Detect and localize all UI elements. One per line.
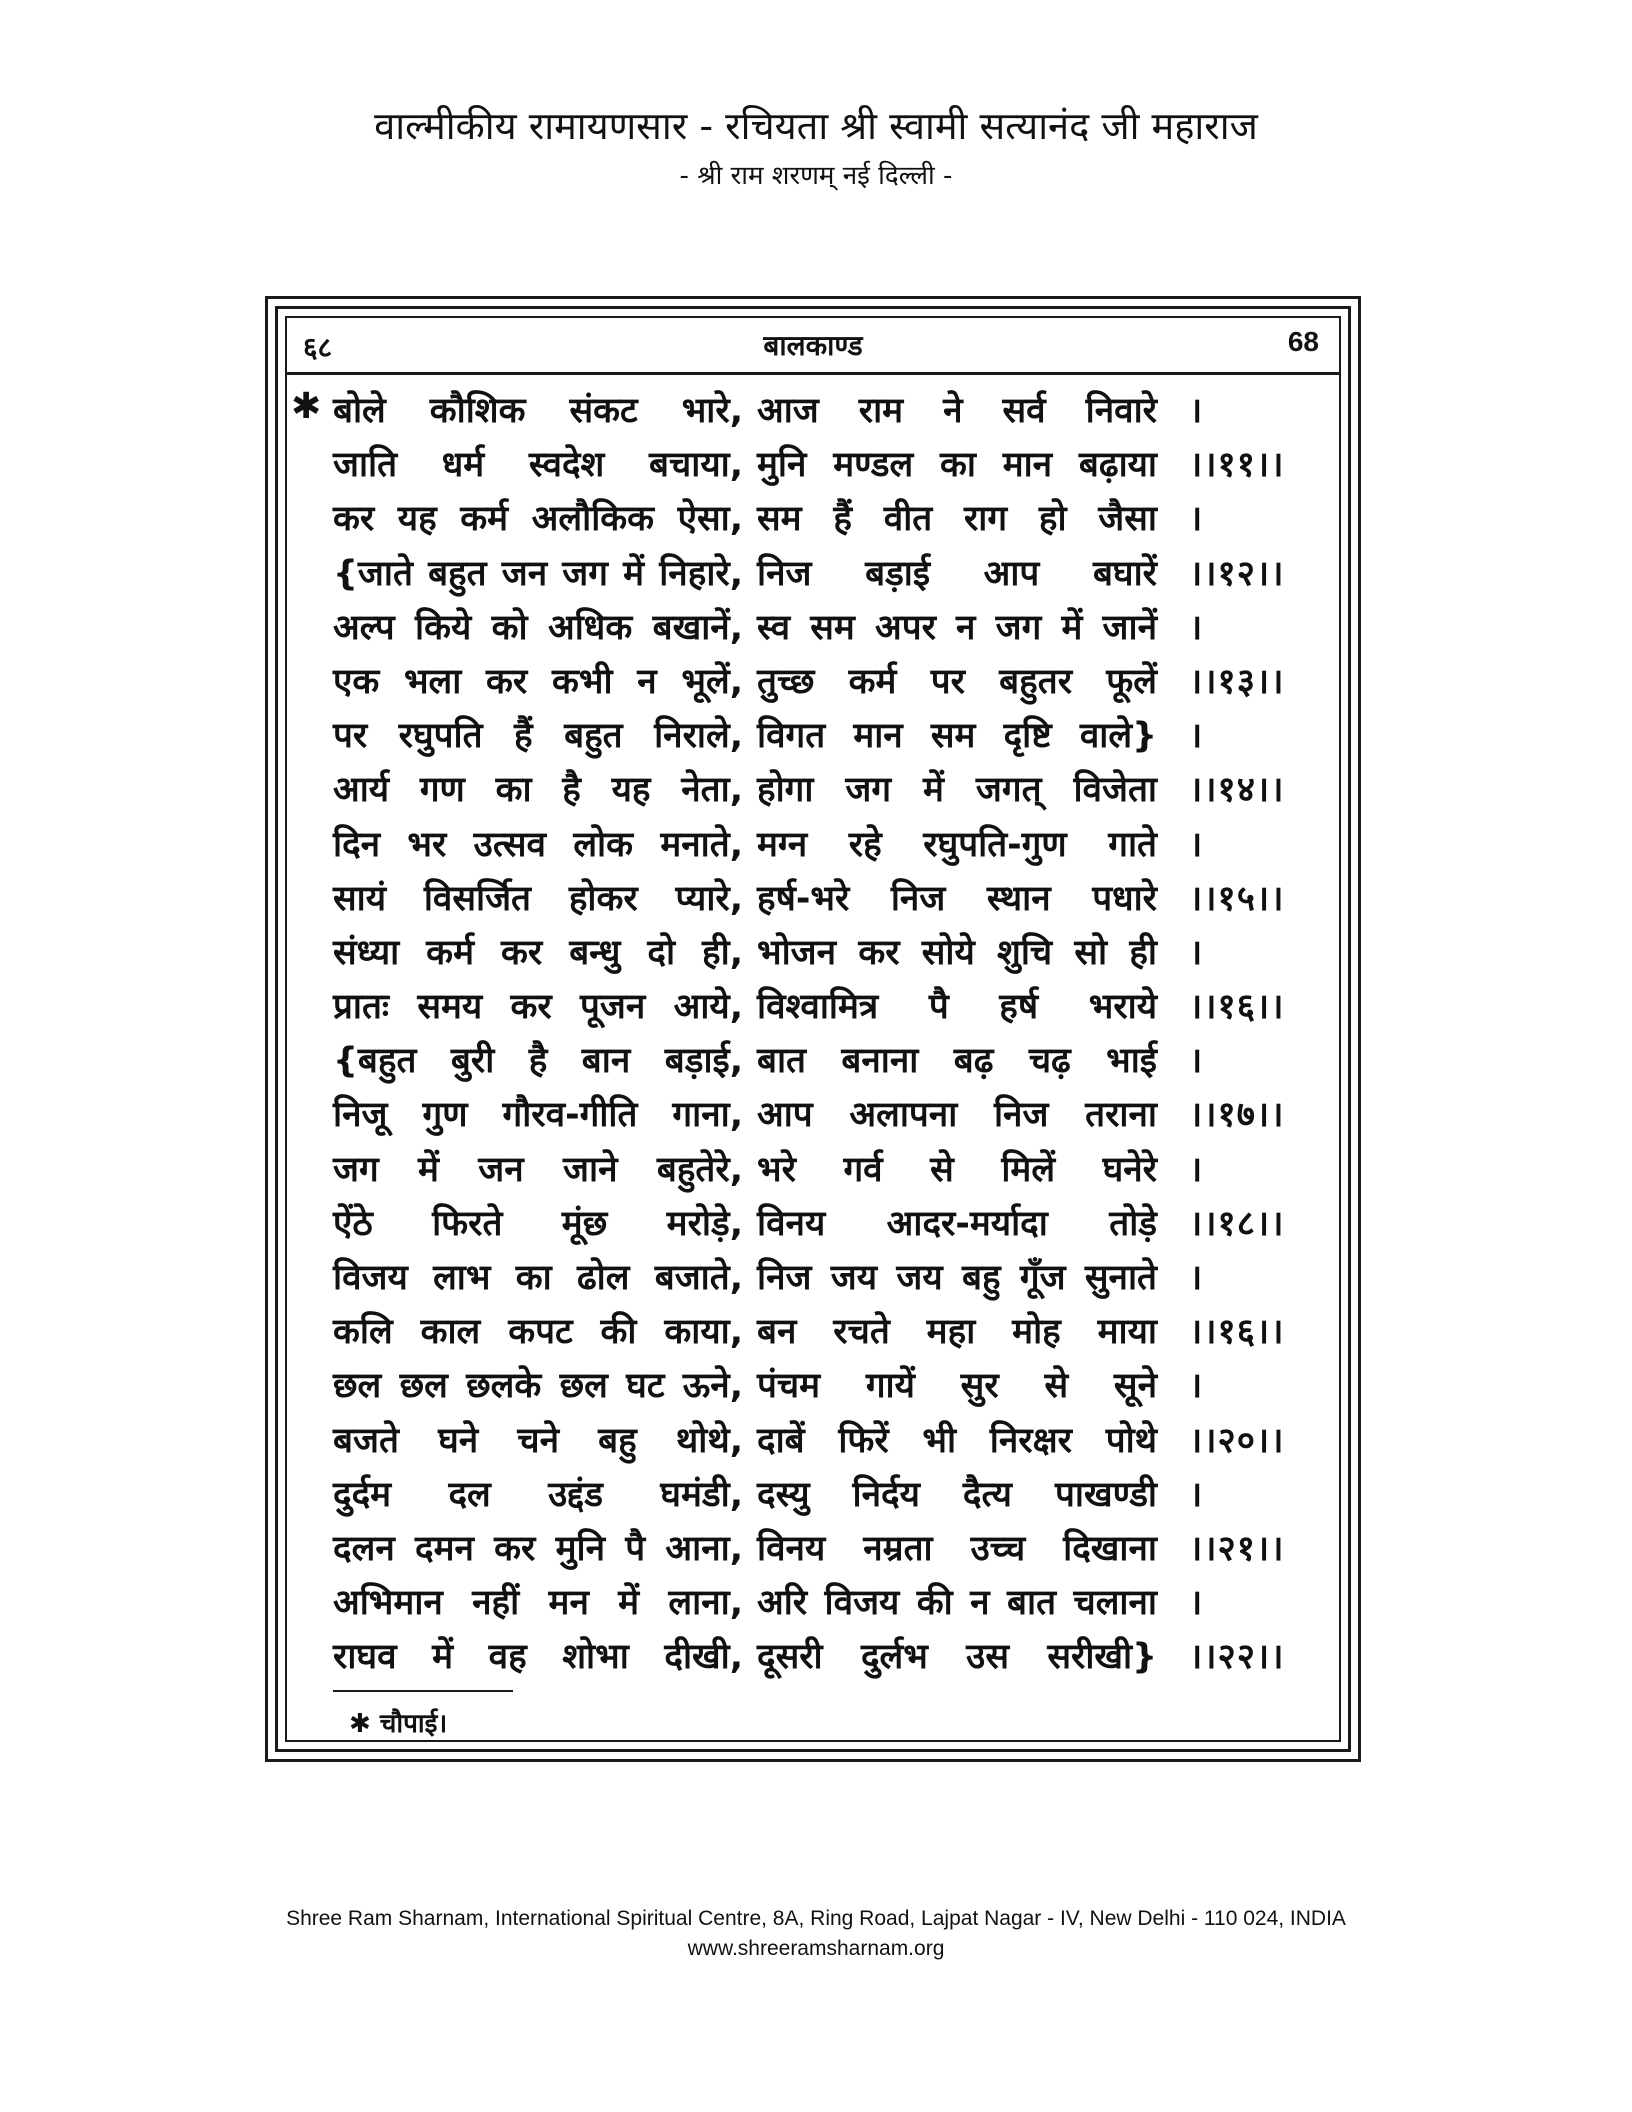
- verse-first-half: आर्य गण का है यह नेता,: [333, 770, 743, 811]
- verse-row: [287, 1032, 1339, 1086]
- panel-header: [287, 318, 1339, 375]
- verse-number: ।।११।।: [1189, 445, 1285, 486]
- page-footer: [0, 1904, 1632, 1964]
- section-title: बालकाण्ड: [763, 329, 863, 362]
- verse-number: ।: [1189, 1149, 1204, 1190]
- verse-number: ।: [1189, 932, 1204, 973]
- verse-row: [287, 436, 1339, 490]
- verse-second-half: विनय नम्रता उच्च दिखाना: [757, 1528, 1157, 1569]
- verse-row: [287, 599, 1339, 653]
- verse-row: [287, 382, 1339, 436]
- verse-row: [287, 1086, 1339, 1140]
- panel-border: [275, 306, 1351, 1752]
- verse-row: [287, 707, 1339, 761]
- verse-first-half: दुर्दम दल उद्दंड घमंडी,: [333, 1474, 743, 1515]
- verse-number: ।: [1189, 1474, 1204, 1515]
- verse-first-half: छल छल छलके छल घट ऊने,: [333, 1366, 743, 1407]
- verse-second-half: दस्यु निर्दय दैत्य पाखण्डी: [757, 1474, 1157, 1515]
- verse-second-half: विश्वामित्र पै हर्ष भराये: [757, 987, 1157, 1028]
- verse-row: [287, 1357, 1339, 1411]
- verse-first-half: एक भला कर कभी न भूलें,: [333, 661, 743, 702]
- page-number: 68: [1287, 326, 1319, 357]
- verse-row: [287, 1141, 1339, 1195]
- verse-number: ।।१३।।: [1189, 661, 1285, 702]
- verse-number: ।।१४।।: [1189, 770, 1285, 811]
- page-number-devanagari: ६८: [303, 331, 333, 364]
- footnote: ✱ चौपाई।: [349, 1709, 448, 1739]
- verse-row: [287, 1249, 1339, 1303]
- verse-second-half: तुच्छ कर्म पर बहुतर फूलें: [757, 661, 1157, 702]
- verse-second-half: निज बड़ाई आप बघारें: [757, 553, 1157, 594]
- verse-number: ।: [1189, 824, 1204, 865]
- verse-second-half: मग्न रहे रघुपति-गुण गाते: [757, 824, 1157, 865]
- verse-row: [287, 545, 1339, 599]
- verse-first-half: दलन दमन कर मुनि पै आना,: [333, 1528, 743, 1569]
- verse-first-half: संध्या कर्म कर बन्धु दो ही,: [333, 932, 743, 973]
- verse-row: [287, 816, 1339, 870]
- verse-first-half: विजय लाभ का ढोल बजाते,: [333, 1258, 743, 1298]
- verse-first-half: कर यह कर्म अलौकिक ऐसा,: [333, 499, 743, 540]
- verse-first-half: {जाते बहुत जन जग में निहारे,: [333, 553, 743, 594]
- verse-row: [287, 1574, 1339, 1628]
- verse-first-half: बजते घने चने बहु थोथे,: [333, 1420, 743, 1461]
- verse-second-half: निज जय जय बहु गूँज सुनाते: [757, 1258, 1157, 1298]
- verse-first-half: प्रातः समय कर पूजन आये,: [333, 987, 743, 1028]
- verse-number: ।: [1189, 1041, 1204, 1082]
- verse-number: ।।२०।।: [1189, 1420, 1285, 1461]
- page-subtitle: - श्री राम शरणम् नई दिल्ली -: [679, 161, 953, 191]
- verse-list: [287, 382, 1339, 1683]
- verse-row: [287, 870, 1339, 924]
- verse-second-half: आज राम ने सर्व निवारे: [757, 391, 1157, 431]
- verse-second-half: दूसरी दुर्लभ उस सरीखी}: [757, 1637, 1157, 1678]
- verse-first-half: {बहुत बुरी है बान बड़ाई,: [333, 1041, 743, 1082]
- verse-number: ।।१२।।: [1189, 553, 1285, 594]
- footnote-divider: [333, 1690, 513, 1692]
- verse-second-half: आप अलापना निज तराना: [757, 1095, 1157, 1136]
- verse-number: ।: [1189, 499, 1204, 540]
- verse-number: ।।२२।।: [1189, 1637, 1285, 1678]
- verse-row: [287, 490, 1339, 544]
- verse-second-half: बन रचते महा मोह माया: [757, 1312, 1157, 1353]
- verse-marker: ✱: [291, 386, 322, 427]
- verse-number: ।।१५।।: [1189, 878, 1285, 919]
- verse-second-half: हर्ष-भरे निज स्थान पधारे: [757, 878, 1157, 919]
- verse-number: ।।२१।।: [1189, 1528, 1285, 1569]
- footer-address: Shree Ram Sharnam, International Spiritual Centre, 8A, Ring Road, Lajpat Nagar - IV, New Delhi - 110 024, INDIA: [286, 1907, 1346, 1930]
- verse-first-half: कलि काल कपट की काया,: [333, 1312, 743, 1353]
- verse-second-half: होगा जग में जगत् विजेता: [757, 770, 1157, 811]
- verse-first-half: बोले कौशिक संकट भारे,: [333, 391, 743, 431]
- verse-number: ।।१८।।: [1189, 1203, 1285, 1244]
- verse-row: [287, 653, 1339, 707]
- verse-row: [287, 1303, 1339, 1357]
- verse-number: ।: [1189, 391, 1204, 431]
- panel-content: [285, 316, 1341, 1742]
- verse-second-half: मुनि मण्डल का मान बढ़ाया: [757, 445, 1157, 486]
- verse-first-half: पर रघुपति हैं बहुत निराले,: [333, 716, 743, 757]
- page-header: [0, 100, 1632, 196]
- verse-number: ।: [1189, 1258, 1204, 1298]
- verse-second-half: विगत मान सम दृष्टि वाले}: [757, 716, 1157, 757]
- verse-row: [287, 1520, 1339, 1574]
- verse-first-half: निजू गुण गौरव-गीति गाना,: [333, 1095, 743, 1136]
- verse-second-half: विनय आदर-मर्यादा तोड़े: [757, 1203, 1157, 1244]
- page-title: वाल्मीकीय रामायणसार - रचियता श्री स्वामी सत्यानंद जी महाराज: [374, 104, 1258, 148]
- verse-number: ।: [1189, 716, 1204, 757]
- verse-second-half: बात बनाना बढ़ चढ़ भाई: [757, 1041, 1157, 1082]
- verse-number: ।।१६।।: [1189, 1312, 1285, 1353]
- verse-row: [287, 1412, 1339, 1466]
- verse-second-half: भोजन कर सोये शुचि सो ही: [757, 932, 1157, 973]
- verse-first-half: सायं विसर्जित होकर प्यारे,: [333, 878, 743, 919]
- verse-number: ।: [1189, 1366, 1204, 1407]
- verse-first-half: दिन भर उत्सव लोक मनाते,: [333, 824, 743, 865]
- verse-row: [287, 978, 1339, 1032]
- verse-row: [287, 1466, 1339, 1520]
- verse-second-half: भरे गर्व से मिलें घनेरे: [757, 1149, 1157, 1190]
- verse-row: [287, 1195, 1339, 1249]
- verse-number: ।।१७।।: [1189, 1095, 1285, 1136]
- verse-first-half: जग में जन जाने बहुतेरे,: [333, 1149, 743, 1190]
- verse-row: [287, 761, 1339, 815]
- verse-first-half: जाति धर्म स्वदेश बचाया,: [333, 445, 743, 486]
- footer-website: www.shreeramsharnam.org: [687, 1937, 945, 1960]
- verse-second-half: सम हैं वीत राग हो जैसा: [757, 499, 1157, 540]
- verse-row: [287, 924, 1339, 978]
- verse-number: ।: [1189, 607, 1204, 648]
- verse-first-half: ऐंठे फिरते मूंछ मरोड़े,: [333, 1203, 743, 1244]
- verse-panel: [265, 296, 1361, 1762]
- verse-first-half: अल्प किये को अधिक बखानें,: [333, 607, 743, 648]
- verse-second-half: पंचम गायें सुर से सूने: [757, 1366, 1157, 1407]
- verse-number: ।।१६।।: [1189, 987, 1285, 1028]
- verse-first-half: राघव में वह शोभा दीखी,: [333, 1637, 743, 1678]
- verse-second-half: अरि विजय की न बात चलाना: [757, 1583, 1157, 1624]
- verse-row: [287, 1628, 1339, 1682]
- verse-second-half: दाबें फिरें भी निरक्षर पोथे: [757, 1420, 1157, 1461]
- verse-number: ।: [1189, 1583, 1204, 1624]
- verse-second-half: स्व सम अपर न जग में जानें: [757, 607, 1157, 648]
- verse-first-half: अभिमान नहीं मन में लाना,: [333, 1583, 743, 1624]
